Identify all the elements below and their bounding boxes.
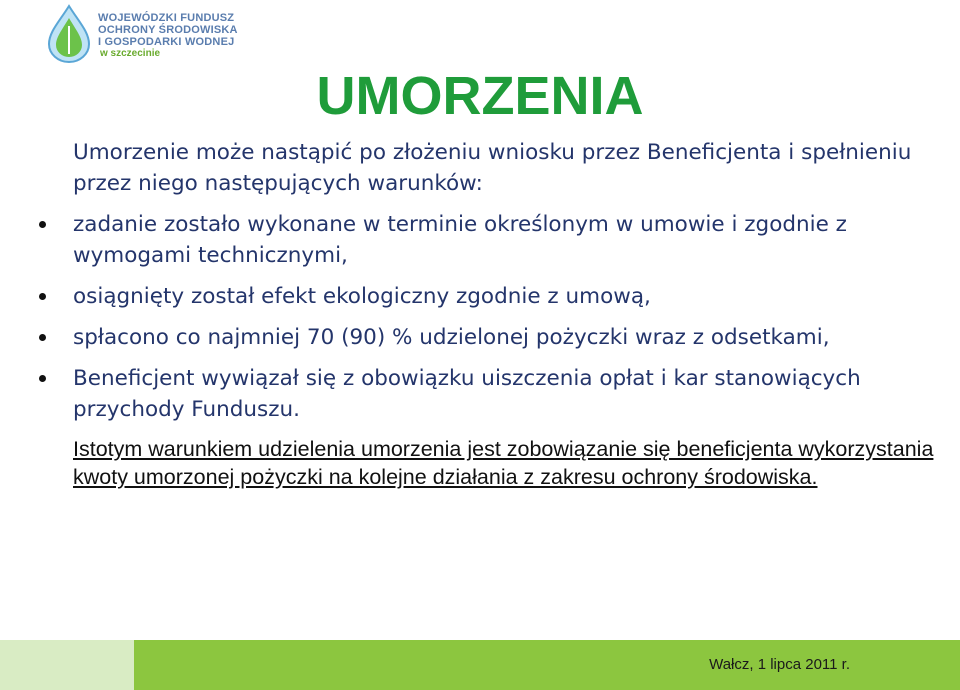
footer-date: Wałcz, 1 lipca 2011 r. — [709, 656, 850, 673]
logo-line-2: OCHRONY ŚRODOWISKA — [98, 24, 238, 36]
logo-city: w szczecinie — [100, 48, 161, 59]
list-item: osiągnięty został efekt ekologiczny zgodnie z umową, — [73, 281, 953, 312]
water-drop-icon — [46, 4, 92, 64]
list-item: spłacono co najmniej 70 (90) % udzielonej pożyczki wraz z odsetkami, — [73, 322, 953, 353]
conditions-list — [73, 209, 953, 425]
list-item: Beneficjent wywiązał się z obowiązku uiszczenia opłat i kar stanowiących przychody Funduszu. — [73, 363, 953, 425]
condition-note: Istotym warunkiem udzielenia umorzenia jest zobowiązanie się beneficjenta wykorzystania kwoty umorzonej pożyczki na kolejne działania z zakresu ochrony środowiska. — [73, 437, 934, 489]
fund-logo — [46, 4, 246, 64]
logo-text — [98, 12, 238, 48]
intro-text: Umorzenie może nastąpić po złożeniu wniosku przez Beneficjenta i spełnieniu przez niego następujących warunków: — [73, 140, 912, 196]
logo-line-1: WOJEWÓDZKI FUNDUSZ — [98, 12, 235, 24]
footer-accent — [0, 640, 134, 690]
footer-bar — [0, 640, 960, 690]
page-title: UMORZENIA — [316, 66, 644, 126]
logo-line-3: I GOSPODARKI WODNEJ — [98, 36, 235, 48]
slide-content — [73, 137, 953, 491]
list-item: zadanie zostało wykonane w terminie określonym w umowie i zgodnie z wymogami technicznymi, — [73, 209, 953, 271]
